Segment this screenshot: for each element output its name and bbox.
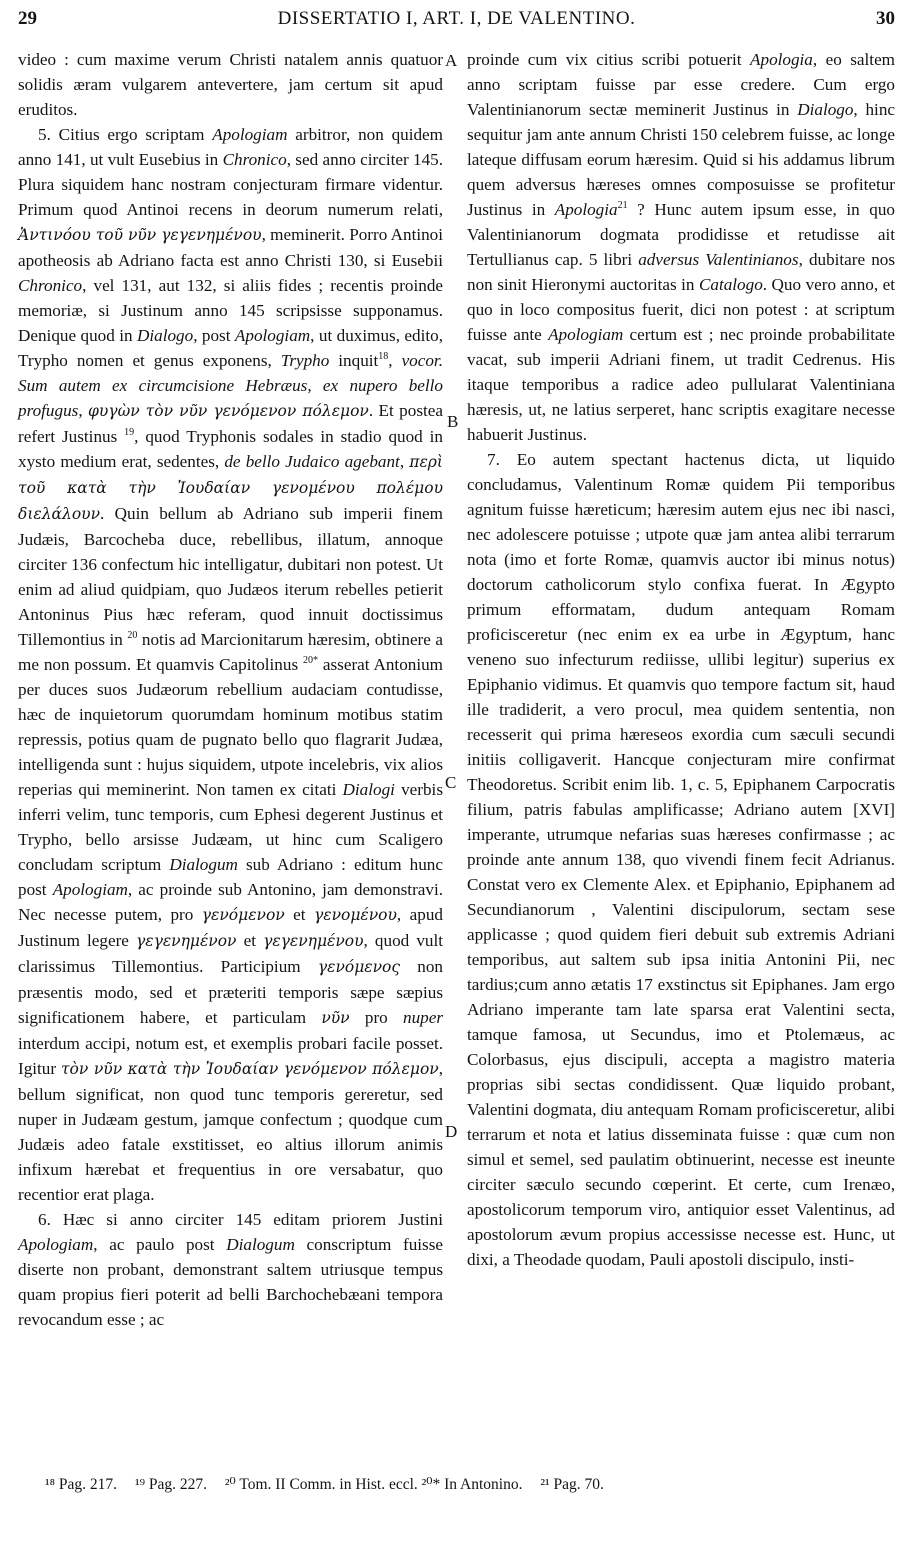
footnote-21: ²¹ Pag. 70. [540,1476,604,1493]
left-paragraph-6: 6. Hæc si anno circiter 145 editam priorem Justini Apologiam, ac paulo post Dialogum conscriptum fuisse diserte non probant, demonstrant saltem utriusque tempus quam propius fieri poterit ad belli Barchochebæani tempora revocandum esse ; ac [18,1210,444,1329]
left-column [18,47,443,1332]
footnote-18: ¹⁸ Pag. 217. [45,1476,118,1493]
left-paragraph-5: 5. Citius ergo scriptam Apologiam arbitror, non quidem anno 141, ut vult Eusebius in Chronico, sed anno circiter 145. Plura siquidem hanc nostram conjecturam firmare videntur. Primum quod Antinoi recens in deorum numerum relati, Ἀντινόου τοῦ νῦν γεγενημένου, meminerit. Porro Antinoi apotheosis ab Adriano facta est anno Christi 130, si Eusebii Chronico, vel 131, aut 132, si aliis fides ; recentis proinde memoriæ, si Justinum anno 145 scripsisse supponamus. Denique quod in Dialogo, post Apologiam, ut duximus, edito, Trypho nomen et genus exponens, Trypho inquit$^{18}$, vocor. Sum autem ex circumcisione Hebræus, ex nupero bello profugus, φυγὼν τὸν νῦν γενόμενον πόλεμον. Et postea refert Justinus $^{19}$, quod Tryphonis sodales in stadio quod in xysto medium erat, sedentes, de bello Judaico agebant, περὶ τοῦ κατὰ τὴν Ἰουδαίαν γενομένου πολέμου διελάλουν. Quin bellum ab Adriano sub imperii finem Judæis, Barcocheba duce, rebellibus, illatum, annoque circiter 136 confectum hic intelligatur, dubitari non potest. Ut enim ad aliud quidpiam, quo Judæos iterum rebelles petierit Antoninus Pius hæc referam, quod innuit doctissimus Tillemontius in $^{20}$ notis ad Marcionitarum hæresim, obtinere a me non possum. Et quamvis Capitolinus $^{20*}$ asserat Antonium per duces suos Judæorum rebellium audaciam contudisse, hæc de inquietorum quorumdam hominum motibus statim repressis, potius quam de pugnato bello quo flagrarit Judæa, intelligenda sunt : hujus siquidem, utpote incelebris, vix alios reperias qui meminerint. Non tamen ex citati Dialogi verbis inferri velim, tunc temporis, cum Ephesi degerent Justinus et Trypho, bello arsisse Judæam, ut hinc cum Scaligero concludam scriptum Dialogum sub Adriano : editum hunc post Apologiam, ac proinde sub Antonino, jam demonstravi. Nec necesse putem, pro γενόμενον et γενομένου, apud Justinum legere γεγενημένον et γεγενημένου, quod vult clarissimus Tillemontius. Participium γενόμενος non præsentis modo, sed et præteriti temporis sæpe sæpius significationem habere, et particulam νῦν pro nuper interdum accipi, notum est, et exemplis probari facile posset. Igitur τὸν νῦν κατὰ τὴν Ἰουδαίαν γενόμενον πόλεμον, bellum significat, non quod tunc temporis gereretur, sed nuper in Judæam gestum, jamque confectum ; quodque cum Judæis adeo fatale exstitisset, eo altius illorum animis infixum hærebat et frequentius in ore versabatur, quo recentior erat plaga. [18,125,444,1204]
right-paragraph-7: 7. Eo autem spectant hactenus dicta, ut liquido concludamus, Valentinum Romæ quidem Pii temporibus agnitum fuisse hæreticum; hæresim autem ejus nec ibi nasci, nec adolescere potuisse ; utpote quæ jam antea alibi terrarum nota (imo et forte Romæ, quamvis auctor ibi minus notus) doctorum catholicorum stylo confixa fuerat. In Ægypto primum efformatam, dudum antequam Romam proficisceretur (nec enim ex ea urbe in Ægyptum, hanc veneno suo infecturum rediisse, ullibi legitur) superius ex Epiphanio vidimus. Et quamvis quo tempore factum sit, haud ille tradiderit, a vero procul, mea quidem sententia, non recesserit qui prima hæreseos exordia cum sæculi secundi initiis colligaverit. Hancque conjecturam mire confirmat Theodoretus. Scribit enim lib. 1, c. 5, Epiphanem Carpocratis filium, patris fabulas amplificasse; Adriano autem [XVI] imperante, utrumque nefarias suas hæreses confirmasse ; ac proinde ante annum 138, quo vivendi finem fecit Adrianus. Constat vero ex Clemente Alex. et Epiphanio, Epiphanem ad Secundianorum , Valentini discipulorum, sectam sese applicasse ; quod quidem fieri debuit sub extremis Adriani temporibus, aut saltem sub ipsa initia Antonini Pii, nec tardius;cum anno ætatis 17 exstinctus sit Epiphanes. Jam ergo Adriano imperante tam late sparsa erat Valentini secta, tamque famosa, ut Secundus, imo et Ptolemæus, ac Colorbasus, ejus discipuli, accepta a magistro materia proprias sibi sectas condidissent. Quæ liquido probant, Valentini dogmata, diu antequam Romam proficisceretur, alibi terrarum et nota et latius disseminata fuisse : quæ cum non simul et semel, sed paulatim obtinuerint, necesse est ineunte circiter sæculo secundo cœperint. Et certe, cum Irenæo, apostolicorum temporum viro, antiquior esset Valentinus, ad apostolorum ævum propius accessisse necesse est. Hunc, ut dixi, a Theodade quodam, Pauli apostoli discipulo, insti- [467,450,895,1269]
margin-letter-c: C [445,773,457,792]
footnotes [45,1475,618,1494]
footnote-ref-21: 21 [617,200,628,211]
margin-letter-d: D [445,1122,458,1141]
right-paragraph-continued: proinde cum vix citius scribi potuerit Apologia, eo saltem anno scriptam fuisse par esse credere. Cum ergo Valentinianorum sectæ meminerit Justinus in Dialogo, hinc sequitur jam ante annum Christi 150 celebrem fuisse, ac longe lateque diffusam eorum hæresim. Quid si his addamus librum quem adversus hæreses omnes composuisse se profitetur Justinus in Apologia$^{21}$ ? Hunc autem ipsum esse, in quo Valentinianorum dogmata prodidisse et retudisse ait Tertullianus cap. 5 libri adversus Valentinianos, dubitare nos non sinit Hieronymi auctoritas in Catalogo. Quo vero anno, et quo in loco compositus fuerit, dici non potest : at scriptum fuisse ante Apologiam certum est ; nec proinde probabilitate vacat, sub imperii Adriani finem, ut tradit Cedrenus. His itaque temporibus a radice adeo pullularat Valentiniana hæresis, ut, ne latius serperet, hanc scriptis exagitare necesse habuerit Justinus. [467,50,896,444]
footnote-ref-19: 19 [124,427,135,438]
footnote-ref-20: 20 [127,630,138,641]
margin-letter-b: B [447,412,459,431]
footnote-ref-18: 18 [378,351,389,362]
footnote-ref-20-star: 20* [303,655,319,666]
footnote-19: ¹⁹ Pag. 227. [134,1476,207,1493]
right-column [467,47,895,1272]
page-number-left: 29 [18,8,37,29]
left-paragraph-1: video : cum maxime verum Christi natalem annis quatuor solidis æram vulgarem antevertere, jam certum sit apud eruditos. [18,50,443,119]
footnote-20: ²⁰ Tom. II Comm. in Hist. eccl. ²⁰* In Antonino. [224,1476,523,1493]
margin-letter-a: A [445,51,458,70]
page-number-right: 30 [876,8,895,29]
running-header [18,8,895,38]
running-title: DISSERTATIO I, ART. I, DE VALENTINO. [277,8,636,29]
